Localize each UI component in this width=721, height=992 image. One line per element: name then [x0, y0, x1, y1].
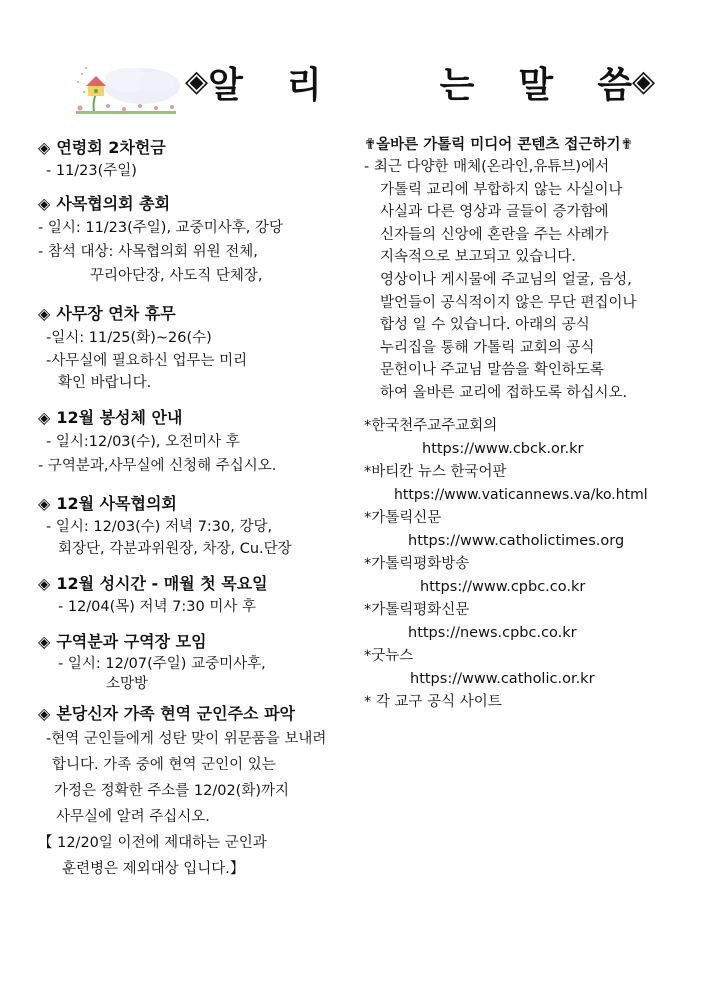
section-line: 가정은 정확한 주소를 12/02(화)까지	[54, 783, 290, 799]
title-char: 말	[518, 64, 554, 106]
link-url[interactable]: https://www.catholictimes.org	[408, 532, 625, 549]
notice-section	[38, 136, 358, 182]
section-line: -일시: 11/25(화)~26(수)	[46, 330, 212, 346]
link-url[interactable]: https://www.cpbc.co.kr	[420, 578, 586, 595]
notice-column-left	[38, 136, 358, 890]
section-line: - 11/23(주일)	[46, 163, 137, 179]
section-title: 구역분과 구역장 모임	[56, 632, 207, 651]
diamond-icon: ◈	[185, 64, 209, 99]
notice-section	[38, 406, 358, 478]
section-title: 본당신자 가족 현역 군인주소 파악	[56, 704, 295, 723]
section-line: - 12/04(목) 저녁 7:30 미사 후	[58, 599, 256, 615]
link-url[interactable]: https://www.cbck.or.kr	[422, 440, 584, 457]
section-line: 회장단, 각분과위원장, 차장, Cu.단장	[58, 541, 292, 557]
notice-section	[38, 192, 358, 288]
link-label: *굿뉴스	[364, 647, 414, 664]
link-label: *바티칸 뉴스 한국어판	[364, 463, 507, 480]
section-line: 꾸리아단장, 사도직 단체장,	[90, 268, 263, 284]
body-line: 신자들의 신앙에 혼란을 주는 사례가	[380, 226, 609, 243]
flower-house-clipart-icon	[72, 62, 182, 120]
section-line: - 참석 대상: 사목협의회 위원 전체,	[38, 244, 258, 260]
link-url[interactable]: https://www.catholic.or.kr	[410, 670, 595, 687]
section-title: 12월 봉성체 안내	[56, 408, 183, 427]
link-label: *가톨릭신문	[364, 509, 442, 526]
section-title: 사무장 연차 휴무	[56, 304, 176, 323]
diamond-bullet-icon: ◈	[38, 574, 51, 593]
title-spacer	[366, 57, 396, 108]
page-header	[0, 0, 721, 130]
title-char: 리	[286, 64, 322, 106]
page-title	[185, 60, 656, 106]
body-line: 누리집을 통해 가톨릭 교회의 공식	[380, 339, 595, 356]
section-line: 훈련병은 제외대상 입니다.】	[62, 861, 245, 877]
diamond-bullet-icon: ◈	[38, 194, 51, 213]
notice-section	[38, 302, 358, 394]
diamond-bullet-icon: ◈	[38, 138, 51, 157]
section-line: 확인 바랍니다.	[58, 375, 152, 391]
section-line: -현역 군인들에게 성탄 맞이 위문품을 보내려	[46, 731, 327, 747]
notice-section	[38, 702, 358, 882]
link-url[interactable]: https://news.cpbc.co.kr	[408, 624, 577, 641]
diamond-bullet-icon: ◈	[38, 494, 51, 513]
section-title: 12월 사목협의회	[56, 494, 177, 513]
section-line: - 일시: 12/03(수) 저녁 7:30, 강당,	[46, 519, 273, 535]
media-guide-title: ✟올바른 가톨릭 미디어 콘텐츠 접근하기✟	[364, 137, 633, 153]
body-line: 사실과 다른 영상과 글들이 증가함에	[380, 204, 609, 221]
title-text	[208, 57, 632, 108]
notice-section	[38, 630, 358, 694]
section-title: 사목협의회 총회	[56, 194, 171, 213]
diamond-icon: ◈	[631, 64, 656, 99]
link-label: *가톨릭평화신문	[364, 601, 470, 618]
section-line: - 일시:12/03(수), 오전미사 후	[46, 434, 240, 450]
media-guide-column	[364, 134, 684, 714]
section-line: - 구역분과,사무실에 신청해 주십시오.	[38, 458, 277, 474]
body-line: 하여 올바른 교리에 접하도록 하십시오.	[380, 384, 628, 401]
title-char: 알	[208, 64, 243, 106]
link-url[interactable]: https://www.vaticannews.va/ko.html	[394, 486, 648, 503]
section-line: 소망방	[106, 676, 149, 692]
section-line: 합니다. 가족 중에 현역 군인이 있는	[52, 757, 276, 773]
body-line: 발언들이 공식적이지 않은 무단 편집이나	[380, 294, 637, 311]
diamond-bullet-icon: ◈	[38, 632, 51, 651]
body-line: 합성 일 수 있습니다. 아래의 공식	[380, 317, 590, 334]
diamond-bullet-icon: ◈	[38, 304, 51, 323]
title-char: 씀	[597, 64, 632, 106]
title-char: 는	[439, 64, 475, 106]
section-line: 사무실에 알려 주십시오.	[56, 809, 210, 825]
diamond-bullet-icon: ◈	[38, 704, 51, 723]
link-label: *가톨릭평화방송	[364, 555, 470, 572]
body-line: 가톨릭 교리에 부합하지 않는 사실이나	[380, 181, 623, 198]
body-line: 영상이나 게시물에 주교님의 얼굴, 음성,	[380, 271, 632, 288]
body-line: 문헌이나 주교님 말씀을 확인하도록	[380, 362, 604, 379]
section-line: 【 12/20일 이전에 제대하는 군인과	[38, 835, 267, 851]
notice-section	[38, 572, 358, 618]
body-line: 지속적으로 보고되고 있습니다.	[380, 249, 576, 266]
section-line: - 일시: 12/07(주일) 교중미사후,	[58, 656, 266, 672]
body-line: - 최근 다양한 매체(온라인,유튜브)에서	[364, 159, 610, 175]
section-title: 연령회 2차헌금	[56, 138, 166, 157]
section-line: - 일시: 11/23(주일), 교중미사후, 강당	[38, 220, 283, 236]
section-line: -사무실에 필요하신 업무는 미리	[46, 353, 248, 369]
link-label: *한국천주교주교회의	[364, 417, 498, 434]
diocese-sites-note: * 각 교구 공식 사이트	[364, 693, 502, 710]
notice-section	[38, 492, 358, 560]
diamond-bullet-icon: ◈	[38, 408, 51, 427]
section-title: 12월 성시간 - 매월 첫 목요일	[56, 574, 268, 593]
